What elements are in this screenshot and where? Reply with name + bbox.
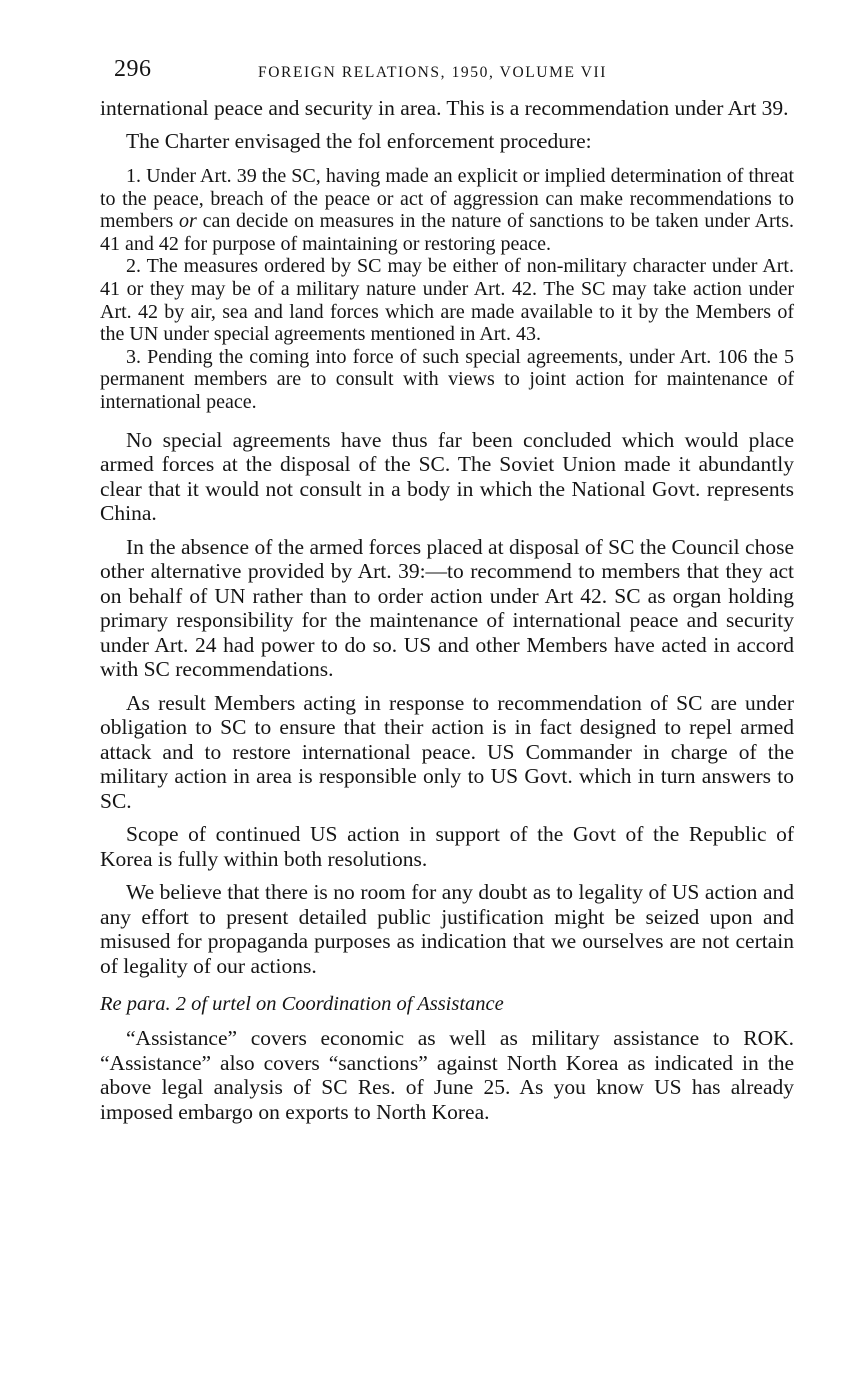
procedure-item-1 bbox=[100, 165, 794, 255]
charter-intro-paragraph: The Charter envisaged the fol enforcement procedure: bbox=[126, 128, 592, 153]
section-heading: Re para. 2 of urtel on Coordination of Assistance bbox=[100, 993, 504, 1016]
document-body bbox=[100, 96, 794, 1124]
continuation-paragraph: international peace and security in area. This is a recommendation under Art 39. bbox=[100, 96, 789, 120]
procedure-item-2: 2. The measures ordered by SC may be either of non-military character under Art. 41 or they may be of a military nature under Art. 42. The SC may take action under Art. 42 by air, sea and land forces which are made available to it by the Members of the UN under special agreements mentioned in Art. 43. bbox=[100, 255, 794, 346]
procedure-item-3: 3. Pending the coming into force of such special agreements, under Art. 106 the 5 permanent members are to consult with views to joint action for maintenance of international peace. bbox=[100, 345, 794, 413]
legality-paragraph: We believe that there is no room for any doubt as to legality of US action and any effort to present detailed public justification might be seized upon and misused for propaganda purposes as indication that we ourselves are not certain of legality of our actions. bbox=[100, 880, 794, 978]
procedure-item-1-emphasis: or bbox=[179, 210, 197, 233]
assistance-paragraph: “Assistance” covers economic as well as military assistance to ROK. “Assistance” also covers “sanctions” against North Korea as indicated in the above legal analysis of SC Res. of June 25. As you know US has already imposed embargo on exports to North Korea. bbox=[100, 1026, 794, 1124]
members-obligation-paragraph: As result Members acting in response to recommendation of SC are under obligation to SC to ensure that their action is in fact designed to repel armed attack and to restore international peace. US Commander in charge of the military action in area is responsible only to US Govt. which in turn answers to SC. bbox=[100, 690, 794, 813]
running-title: FOREIGN RELATIONS, 1950, VOLUME VII bbox=[258, 64, 608, 81]
running-header bbox=[100, 56, 794, 96]
document-page bbox=[100, 56, 794, 1133]
procedure-item-1-text-b: can decide on measures in the nature of sanctions to be taken under Arts. 41 and 42 for purpose of maintaining or restoring peace. bbox=[100, 210, 795, 255]
enforcement-procedure-list bbox=[100, 165, 794, 414]
special-agreements-paragraph: No special agreements have thus far been concluded which would place armed forces at the disposal of the SC. The Soviet Union made it abundantly clear that it would not consult in a body in which the National Govt. represents China. bbox=[100, 427, 794, 526]
scope-paragraph: Scope of continued US action in support of the Govt of the Republic of Korea is fully within both resolutions. bbox=[100, 822, 794, 871]
page-number: 296 bbox=[114, 56, 152, 82]
absence-of-forces-paragraph: In the absence of the armed forces placed at disposal of SC the Council chose other alternative provided by Art. 39:—to recommend to members that they act on behalf of UN rather than to order action under Art 42. SC as organ holding primary responsibility for the maintenance of international peace and security under Art. 24 had power to do so. US and other Members have acted in accord with SC recommendations. bbox=[100, 534, 794, 682]
procedure-item-1-text-a: 1. Under Art. 39 the SC, having made an explicit or implied determination of threat to the peace, breach of the peace or act of aggression can make recommendations to members bbox=[100, 165, 794, 233]
